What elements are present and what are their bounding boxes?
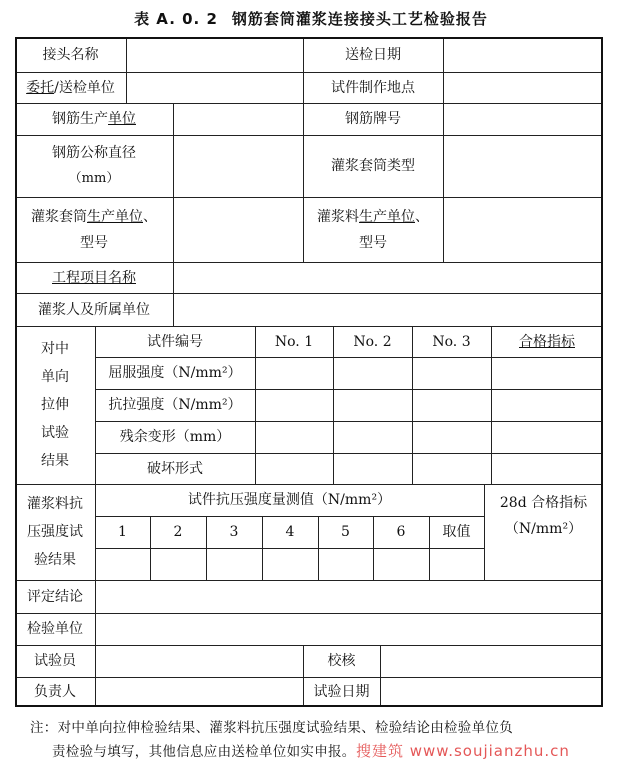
field-checker[interactable]: [380, 645, 603, 677]
label-person-in-charge: 负责人: [34, 684, 76, 700]
field-failure-no1[interactable]: [255, 453, 333, 484]
field-compression-5[interactable]: [318, 548, 373, 580]
label-rebar-diameter: 钢筋公称直径 （mm）: [52, 145, 136, 186]
field-tensile-index[interactable]: [491, 389, 603, 421]
field-residual-no1[interactable]: [255, 421, 333, 453]
label-rebar-grade: 钢筋牌号: [345, 111, 401, 127]
field-tensile-no3[interactable]: [412, 389, 491, 421]
label-sleeve-manufacturer-model: 灌浆套筒生产单位、 型号: [31, 208, 157, 251]
field-person-in-charge[interactable]: [95, 677, 303, 707]
header-no1: No. 1: [274, 333, 314, 350]
field-rebar-grade[interactable]: [443, 103, 603, 135]
field-rebar-diameter[interactable]: [173, 135, 303, 197]
field-sleeve-manufacturer-model[interactable]: [173, 197, 303, 262]
label-project-name: 工程项目名称: [52, 269, 136, 286]
field-joint-name[interactable]: [126, 37, 303, 72]
compression-col-6: 6: [396, 524, 406, 540]
compression-col-2: 2: [173, 524, 183, 540]
compression-col-4: 4: [285, 524, 295, 540]
field-compression-3[interactable]: [206, 548, 262, 580]
header-qualified-index: 合格指标: [519, 333, 575, 350]
label-sleeve-type: 灌浆套筒类型: [331, 158, 415, 174]
label-evaluation-conclusion: 评定结论: [27, 588, 83, 605]
field-yield-index[interactable]: [491, 357, 603, 389]
field-compression-value[interactable]: [429, 548, 484, 580]
field-failure-index[interactable]: [491, 453, 603, 484]
row-yield-strength: 屈服强度（N/mm²）: [108, 365, 242, 381]
label-test-date: 试验日期: [313, 684, 370, 700]
compression-col-3: 3: [229, 524, 239, 540]
field-test-date[interactable]: [380, 677, 603, 707]
tensile-group-label: 对中 单向 拉伸 试验 结果: [41, 341, 69, 469]
compression-qualified-index: 28d 合格指标 （N/mm²）: [499, 495, 588, 537]
field-client-unit[interactable]: [126, 72, 303, 103]
compression-group-label: 灌浆料抗 压强度试 验结果: [27, 496, 83, 568]
field-failure-no2[interactable]: [333, 453, 412, 484]
label-grouter-unit: 灌浆人及所属单位: [38, 301, 150, 318]
report-title: [0, 8, 622, 29]
table-title-text: 钢筋套筒灌浆连接接头工艺检验报告: [231, 10, 488, 28]
field-yield-no3[interactable]: [412, 357, 491, 389]
field-evaluation-conclusion[interactable]: [95, 580, 603, 613]
label-tester: 试验员: [34, 653, 76, 669]
field-testing-unit[interactable]: [95, 613, 603, 645]
field-grout-manufacturer-model[interactable]: [443, 197, 603, 262]
field-tester[interactable]: [95, 645, 303, 677]
field-residual-index[interactable]: [491, 421, 603, 453]
label-joint-name: 接头名称: [42, 46, 99, 63]
compression-col-5: 5: [341, 524, 350, 540]
label-client-unit: 委托 /送检单位: [26, 79, 115, 96]
footnote-line-1: 注：对中单向拉伸检验结果、灌浆料抗压强度试验结果、检验结论由检验单位负: [30, 720, 513, 736]
field-project-name[interactable]: [173, 262, 603, 293]
field-compression-1[interactable]: [95, 548, 150, 580]
label-submission-date: 送检日期: [345, 46, 401, 63]
compression-col-value: 取值: [442, 524, 471, 540]
watermark: 搜建筑 www.soujianzhu.cn: [356, 742, 570, 760]
field-yield-no1[interactable]: [255, 357, 333, 389]
header-no2: No. 2: [353, 333, 392, 350]
field-rebar-manufacturer[interactable]: [173, 103, 303, 135]
field-tensile-no1[interactable]: [255, 389, 333, 421]
table-number: 表 A. 0. 2: [134, 10, 218, 28]
field-submission-date[interactable]: [443, 37, 603, 72]
header-specimen-number: 试件编号: [147, 333, 203, 350]
field-tensile-no2[interactable]: [333, 389, 412, 421]
footnote-line-2: 责检验与填写，其他信息应由送检单位如实申报。: [52, 744, 356, 760]
label-checker: 校核: [327, 653, 356, 669]
field-yield-no2[interactable]: [333, 357, 412, 389]
label-rebar-manufacturer: 钢筋生产 单位: [52, 111, 136, 127]
label-grout-manufacturer-model: 灌浆料生产单位、 型号: [317, 208, 429, 251]
row-failure-mode: 破坏形式: [147, 460, 203, 477]
field-failure-no3[interactable]: [412, 453, 491, 484]
header-no3: No. 3: [432, 333, 471, 350]
compression-header: 试件抗压强度量测值（N/mm²）: [187, 492, 392, 508]
field-compression-4[interactable]: [262, 548, 318, 580]
field-compression-2[interactable]: [150, 548, 206, 580]
field-compression-6[interactable]: [373, 548, 429, 580]
field-sleeve-type[interactable]: [443, 135, 603, 197]
row-tensile-strength: 抗拉强度（N/mm²）: [108, 397, 242, 413]
field-residual-no3[interactable]: [412, 421, 491, 453]
field-specimen-site[interactable]: [443, 72, 603, 103]
label-specimen-site: 试件制作地点: [331, 79, 415, 96]
row-residual-deformation: 残余变形（mm）: [119, 429, 231, 445]
report-form: [15, 37, 603, 707]
field-grouter-unit[interactable]: [173, 293, 603, 326]
label-testing-unit: 检验单位: [27, 621, 83, 637]
compression-col-1: 1: [118, 524, 127, 540]
field-compression-index[interactable]: [484, 548, 603, 580]
field-residual-no2[interactable]: [333, 421, 412, 453]
